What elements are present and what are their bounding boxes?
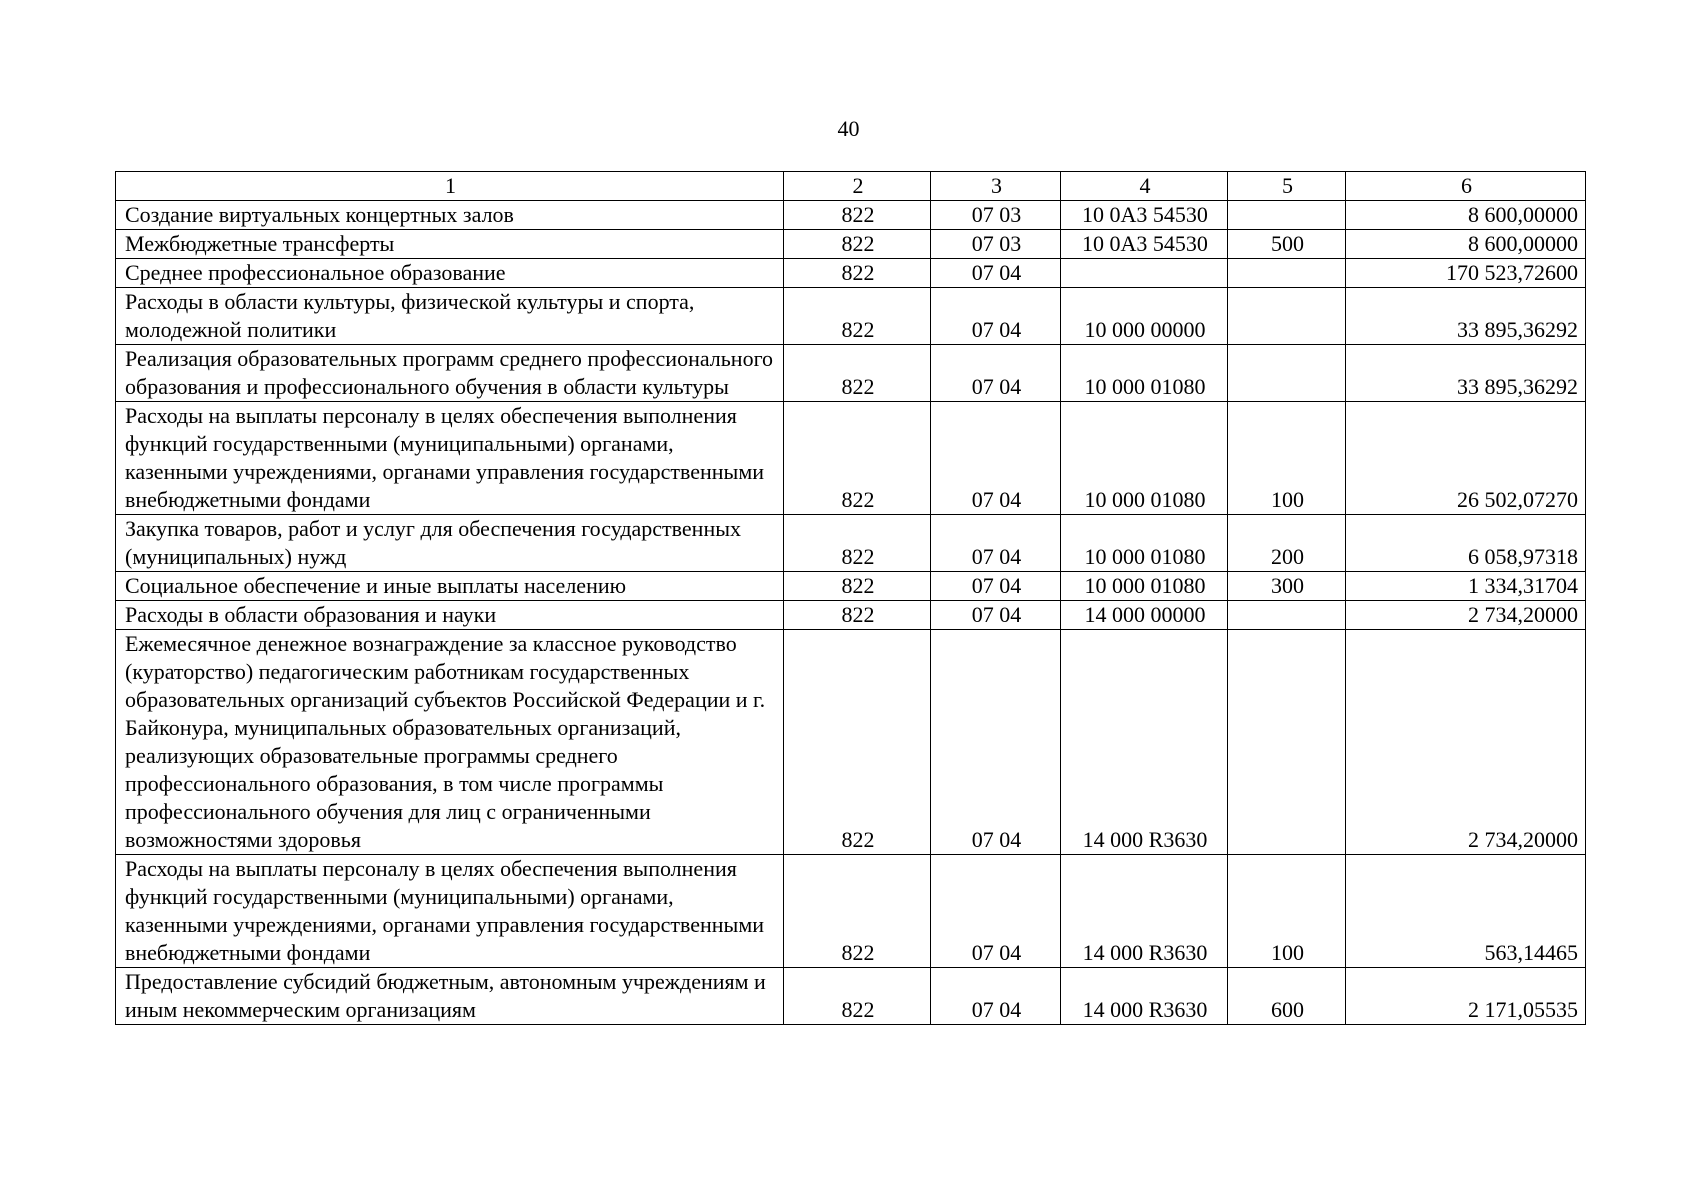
table-header-row: [116, 172, 1586, 201]
amount-cell: 8 600,00000: [1346, 201, 1586, 230]
section-code-cell: 07 04: [931, 572, 1061, 601]
amount-cell: 563,14465: [1346, 855, 1586, 968]
expense-name-cell: Реализация образовательных программ среднего профессионального образования и профессионального обучения в области культуры: [116, 345, 784, 402]
amount-cell: 2 171,05535: [1346, 968, 1586, 1025]
table-row: [116, 572, 1586, 601]
header-cell-3: 3: [931, 172, 1061, 201]
expense-name-cell: Расходы на выплаты персоналу в целях обеспечения выполнения функций государственными (муниципальными) органами, казенными учреждениями, органами управления государственными внебюджетными фондами: [116, 402, 784, 515]
section-code-cell: 07 04: [931, 402, 1061, 515]
amount-cell: 2 734,20000: [1346, 630, 1586, 855]
expense-type-cell: 600: [1228, 968, 1346, 1025]
section-code-cell: 07 04: [931, 855, 1061, 968]
table-row: [116, 515, 1586, 572]
target-article-cell: 10 000 01080: [1061, 402, 1228, 515]
header-cell-1: 1: [116, 172, 784, 201]
amount-cell: 8 600,00000: [1346, 230, 1586, 259]
expense-type-cell: [1228, 630, 1346, 855]
target-article-cell: 10 0А3 54530: [1061, 230, 1228, 259]
expense-type-cell: 200: [1228, 515, 1346, 572]
department-code-cell: 822: [784, 201, 931, 230]
department-code-cell: 822: [784, 402, 931, 515]
section-code-cell: 07 04: [931, 288, 1061, 345]
table-row: [116, 968, 1586, 1025]
section-code-cell: 07 03: [931, 230, 1061, 259]
amount-cell: 2 734,20000: [1346, 601, 1586, 630]
header-cell-6: 6: [1346, 172, 1586, 201]
header-cell-5: 5: [1228, 172, 1346, 201]
department-code-cell: 822: [784, 230, 931, 259]
amount-cell: 170 523,72600: [1346, 259, 1586, 288]
target-article-cell: 14 000 R3630: [1061, 968, 1228, 1025]
section-code-cell: 07 04: [931, 601, 1061, 630]
section-code-cell: 07 04: [931, 630, 1061, 855]
header-cell-2: 2: [784, 172, 931, 201]
expense-name-cell: Расходы в области образования и науки: [116, 601, 784, 630]
expense-name-cell: Расходы в области культуры, физической культуры и спорта, молодежной политики: [116, 288, 784, 345]
table-row: [116, 855, 1586, 968]
section-code-cell: 07 03: [931, 201, 1061, 230]
target-article-cell: 10 000 01080: [1061, 515, 1228, 572]
amount-cell: 26 502,07270: [1346, 402, 1586, 515]
target-article-cell: 10 000 00000: [1061, 288, 1228, 345]
header-cell-4: 4: [1061, 172, 1228, 201]
budget-table-body: [116, 172, 1586, 1025]
expense-type-cell: [1228, 288, 1346, 345]
expense-type-cell: [1228, 601, 1346, 630]
table-row: [116, 601, 1586, 630]
page-number: 40: [837, 116, 860, 141]
table-row: [116, 201, 1586, 230]
expense-type-cell: [1228, 345, 1346, 402]
target-article-cell: 10 000 01080: [1061, 345, 1228, 402]
table-row: [116, 345, 1586, 402]
target-article-cell: 10 0А3 54530: [1061, 201, 1228, 230]
department-code-cell: 822: [784, 601, 931, 630]
department-code-cell: 822: [784, 515, 931, 572]
expense-type-cell: 500: [1228, 230, 1346, 259]
target-article-cell: 14 000 R3630: [1061, 630, 1228, 855]
section-code-cell: 07 04: [931, 259, 1061, 288]
section-code-cell: 07 04: [931, 968, 1061, 1025]
department-code-cell: 822: [784, 259, 931, 288]
department-code-cell: 822: [784, 855, 931, 968]
expense-type-cell: [1228, 259, 1346, 288]
expense-name-cell: Ежемесячное денежное вознаграждение за классное руководство (кураторство) педагогическим работникам государственных образовательных организаций субъектов Российской Федерации и г. Байконура, муниципальных образовательных организаций, реализующих образовательные программы среднего профессионального образования, в том числе программы профессионального обучения для лиц с ограниченными возможностями здоровья: [116, 630, 784, 855]
amount-cell: 33 895,36292: [1346, 288, 1586, 345]
table-row: [116, 230, 1586, 259]
amount-cell: 33 895,36292: [1346, 345, 1586, 402]
expense-name-cell: Межбюджетные трансферты: [116, 230, 784, 259]
table-row: [116, 402, 1586, 515]
budget-table: [115, 171, 1586, 1025]
expense-name-cell: Предоставление субсидий бюджетным, автономным учреждениям и иным некоммерческим организациям: [116, 968, 784, 1025]
department-code-cell: 822: [784, 572, 931, 601]
expense-type-cell: [1228, 201, 1346, 230]
expense-name-cell: Среднее профессиональное образование: [116, 259, 784, 288]
expense-type-cell: 300: [1228, 572, 1346, 601]
department-code-cell: 822: [784, 345, 931, 402]
target-article-cell: 10 000 01080: [1061, 572, 1228, 601]
department-code-cell: 822: [784, 968, 931, 1025]
target-article-cell: 14 000 00000: [1061, 601, 1228, 630]
department-code-cell: 822: [784, 630, 931, 855]
table-row: [116, 288, 1586, 345]
amount-cell: 1 334,31704: [1346, 572, 1586, 601]
target-article-cell: 14 000 R3630: [1061, 855, 1228, 968]
department-code-cell: 822: [784, 288, 931, 345]
expense-name-cell: Социальное обеспечение и иные выплаты населению: [116, 572, 784, 601]
expense-name-cell: Закупка товаров, работ и услуг для обеспечения государственных (муниципальных) нужд: [116, 515, 784, 572]
table-row: [116, 630, 1586, 855]
expense-name-cell: Создание виртуальных концертных залов: [116, 201, 784, 230]
target-article-cell: [1061, 259, 1228, 288]
section-code-cell: 07 04: [931, 515, 1061, 572]
expense-name-cell: Расходы на выплаты персоналу в целях обеспечения выполнения функций государственными (муниципальными) органами, казенными учреждениями, органами управления государственными внебюджетными фондами: [116, 855, 784, 968]
amount-cell: 6 058,97318: [1346, 515, 1586, 572]
expense-type-cell: 100: [1228, 402, 1346, 515]
section-code-cell: 07 04: [931, 345, 1061, 402]
expense-type-cell: 100: [1228, 855, 1346, 968]
table-row: [116, 259, 1586, 288]
